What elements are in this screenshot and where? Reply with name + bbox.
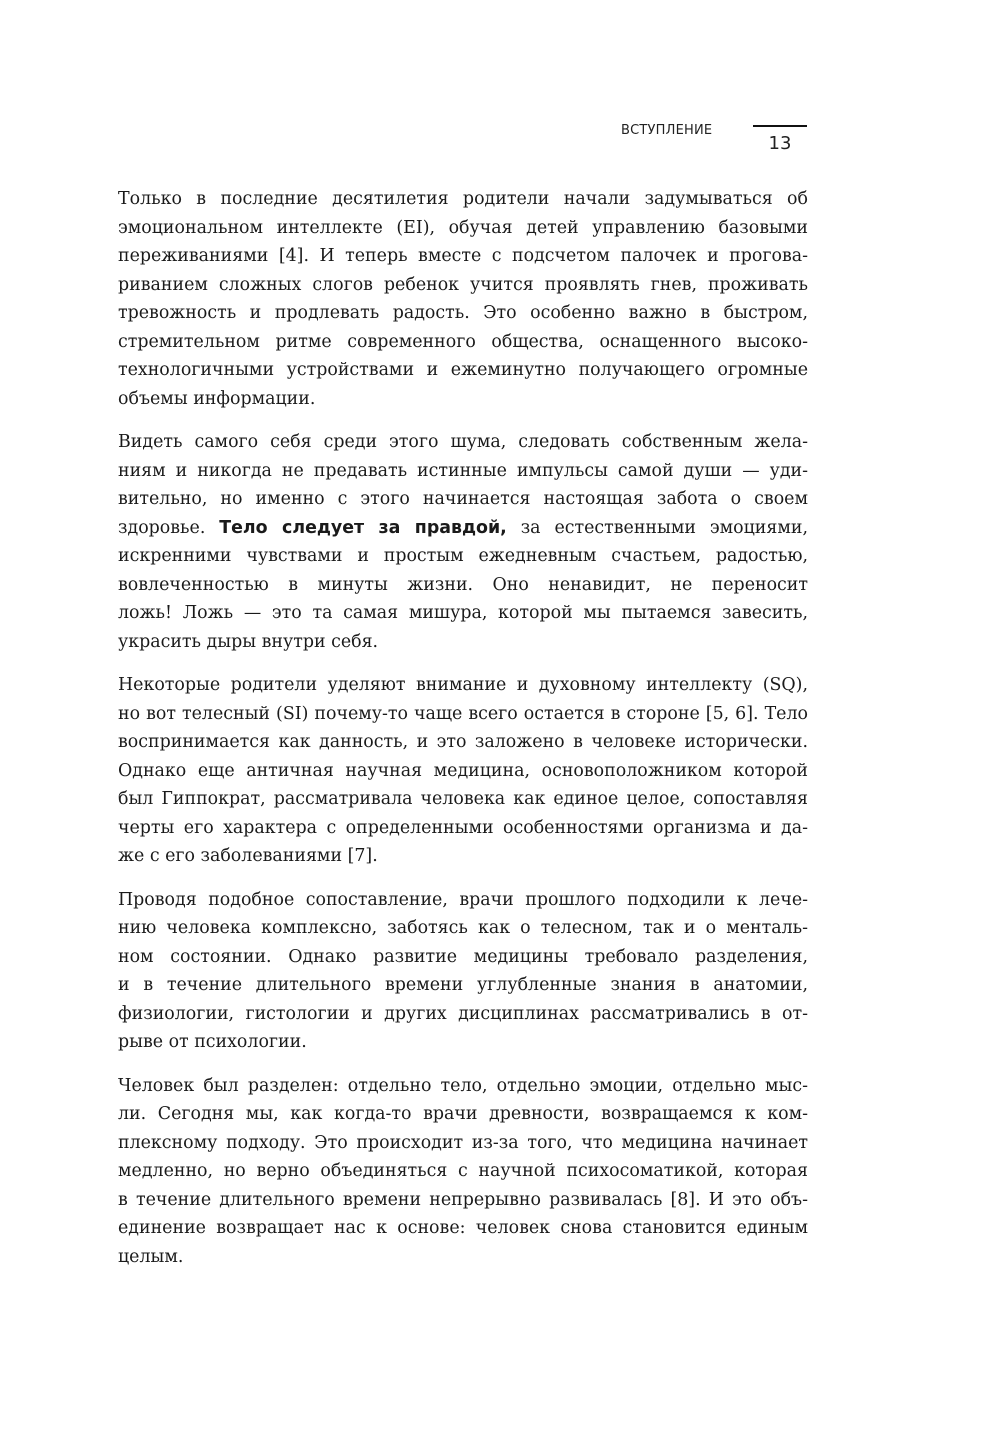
text-line: Некоторые родители уделяют внимание и духовному интеллекту (SQ), [118, 675, 808, 695]
text-line: физиологии, гистологии и других дисциплинах рассматривались в от- [118, 1003, 808, 1024]
text-line: Видеть самого себя среди этого шума, следовать собственным жела- [118, 432, 808, 452]
paragraph [118, 886, 808, 1057]
text-line: риванием сложных слогов ребенок учится проявлять гнев, проживать [118, 274, 808, 295]
text-line: ниям и никогда не предавать истинные импульсы самой души — уди- [118, 460, 808, 481]
text-line: ном состоянии. Однако развитие медицины требовало разделения, [118, 946, 808, 967]
text-line: ложь! Ложь — это та самая мишура, которой мы пытаемся завесить, [118, 603, 808, 623]
text-line: тревожность и продлевать радость. Это особенно важно в быстром, [118, 303, 808, 323]
text-line: же с его заболеваниями [7]. [118, 846, 378, 866]
header-rule [753, 125, 807, 127]
text-segment: здоровье. [118, 517, 220, 538]
text-line: искренними чувствами и простым ежедневным счастьем, радостью, [118, 546, 808, 566]
text-line: рыве от психологии. [118, 1032, 307, 1052]
text-line: Однако еще античная научная медицина, основоположником которой [118, 760, 808, 781]
bold-emphasis: Тело следует за правдой, [219, 517, 507, 538]
text-line: Проводя подобное сопоставление, врачи прошлого подходили к лече- [118, 889, 808, 910]
text-segment: за естественными эмоциями, [506, 517, 809, 538]
text-line: нию человека комплексно, заботясь как о телесном, так и о менталь- [118, 918, 808, 938]
paragraph [118, 428, 808, 656]
text-line: Человек был разделен: отдельно тело, отдельно эмоции, отдельно мыс- [118, 1075, 808, 1096]
text-line: черты его характера с определенными особенностями организма и да- [118, 817, 808, 838]
text-line: эмоциональном интеллекте (EI), обучая детей управлению базовыми [118, 217, 808, 238]
text-line: переживаниями [4]. И теперь вместе с подсчетом палочек и прогова- [118, 246, 808, 266]
paragraph [118, 671, 808, 871]
text-line [118, 514, 808, 543]
text-line: единение возвращает нас к основе: человек снова становится единым [118, 1218, 808, 1238]
page-header [0, 120, 986, 160]
paragraph [118, 1072, 808, 1272]
page-number: 13 [768, 133, 792, 154]
text-line: ли. Сегодня мы, как когда-то врачи древности, возвращаемся к ком- [118, 1104, 808, 1124]
running-title: ВСТУПЛЕНИЕ [621, 123, 713, 138]
text-line: вительно, но именно с этого начинается настоящая забота о своем [118, 489, 808, 509]
text-line: целым. [118, 1246, 184, 1267]
text-line: стремительном ритме современного общества, оснащенного высоко- [118, 331, 808, 352]
text-line: Только в последние десятилетия родители начали задумываться об [118, 189, 808, 209]
text-line: и в течение длительного времени углубленные знания в анатомии, [118, 975, 808, 995]
text-line: плексному подходу. Это происходит из-за того, что медицина начинает [118, 1132, 808, 1153]
text-line: технологичными устройствами и ежеминутно получающего огромные [118, 360, 808, 380]
text-line: но вот телесный (SI) почему-то чаще всего остается в стороне [5, 6]. Тело [118, 703, 808, 724]
text-line: в течение длительного времени непрерывно развивалась [8]. И это объ- [118, 1189, 808, 1210]
text-line: воспринимается как данность, и это заложено в человеке исторически. [118, 732, 808, 752]
text-line: вовлеченностью в минуты жизни. Оно ненавидит, не переносит [118, 574, 808, 595]
body-text [118, 185, 808, 1286]
text-line: был Гиппократ, рассматривала человека как единое целое, сопоставляя [118, 789, 808, 809]
text-line: объемы информации. [118, 388, 316, 409]
text-line: украсить дыры внутри себя. [118, 631, 379, 652]
text-line: медленно, но верно объединяться с научной психосоматикой, которая [118, 1161, 808, 1181]
paragraph [118, 185, 808, 413]
